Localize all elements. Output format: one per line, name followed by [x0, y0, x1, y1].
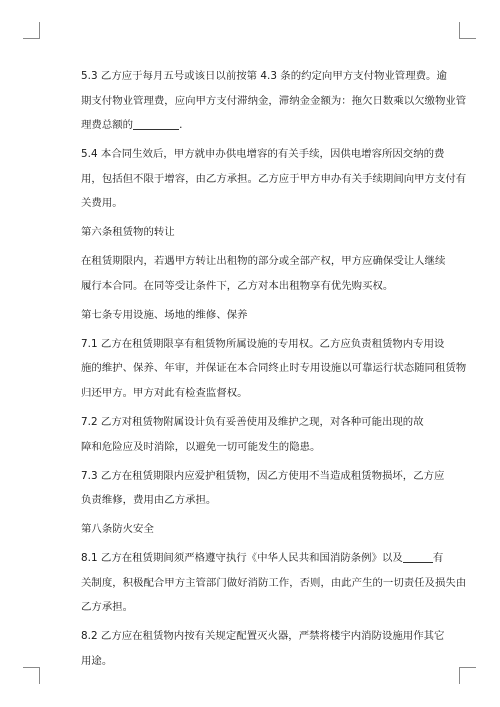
clause-5-3-line-3 [59, 113, 443, 138]
clause-5-3-tail: . [179, 119, 183, 132]
clause-5-3-line-2: 期支付物业管理费，应向甲方支付滞纳金，滞纳金金额为：拖欠日数乘以欠缴物业管 [81, 94, 467, 107]
clause-8-1-after-blank: 有 [432, 552, 444, 565]
crop-mark-bottom-left [23, 667, 40, 684]
clause-5-3-line-1: 5.3 乙方应于每月五号或该日以前按第 4.3 条的约定向甲方支付物业管理费。逾 [81, 70, 447, 82]
clause-8-1-line-2: 关制度，积极配合甲方主管部门做好消防工作，否则，由此产生的一切责任及损失由 [81, 576, 467, 589]
clause-8-2-line-1: 8.2 乙方应在租赁物内按有关规定配置灭火器，严禁将楼宇内消防设施用作其它 [81, 630, 445, 643]
clause-6-1-line-2: 履行本合同。在同等受让条件下，乙方对本出租物享有优先购买权。 [81, 279, 394, 292]
clause-7-1-line-1: 7.1 乙方在租赁期限享有租赁物所属设施的专用权。乙方应负责租赁物内专用设 [81, 337, 445, 350]
clause-7-3 [59, 464, 443, 513]
crop-mark-bottom-right [459, 667, 476, 684]
clause-5-4 [59, 142, 467, 216]
article-8-title: 第八条防火安全 [81, 523, 154, 536]
clause-5-3 [59, 64, 467, 138]
clause-8-1-line-1-text: 8.1 乙方在租赁期间须严格遵守执行《中华人民共和国消防条例》以及 [81, 552, 403, 565]
clause-7-3-line-2: 负责维修，费用由乙方承担。 [81, 494, 217, 507]
document-body [59, 64, 467, 678]
fill-in-blank[interactable] [403, 550, 433, 563]
clause-7-2-line-2: 障和危险应及时消除，以避免一切可能发生的隐患。 [81, 440, 321, 453]
clause-7-2 [59, 410, 443, 459]
clause-7-1-line-3: 归还甲方。甲方对此有检查监督权。 [81, 387, 248, 400]
crop-mark-top-right [459, 22, 476, 39]
article-7-title: 第七条专用设施、场地的维修、保养 [81, 308, 248, 321]
clause-5-4-line-3: 关费用。 [81, 197, 123, 210]
clause-6-1 [59, 249, 446, 298]
clause-6-1-line-1: 在租赁期限内，若遇甲方转让出租物的部分或全部产权，甲方应确保受让人继续 [81, 255, 446, 268]
clause-5-4-line-1: 5.4 本合同生效后，甲方就申办供电增容的有关手续，因供电增容所因交纳的费 [81, 148, 445, 161]
clause-8-1 [59, 546, 467, 620]
clause-7-2-line-1: 7.2 乙方对租赁物附属设计负有妥善使用及维护之现，对各种可能出现的故 [81, 416, 424, 429]
fill-in-blank[interactable] [133, 117, 179, 130]
clause-8-2-line-2: 用途。 [81, 654, 113, 667]
clause-8-1-line-3: 乙方承担。 [81, 601, 134, 614]
crop-mark-top-left [23, 22, 40, 39]
clause-8-2 [59, 624, 443, 673]
article-6-title: 第六条租赁物的转让 [81, 226, 175, 239]
article-7-heading [59, 303, 443, 328]
clause-7-3-line-1: 7.3 乙方在租赁期限内应爱护租赁物，因乙方使用不当造成租赁物损坏，乙方应 [81, 469, 445, 482]
clause-8-1-line-1 [59, 546, 443, 571]
clause-7-1 [59, 332, 467, 406]
clause-7-1-line-2: 施的维护、保养、年审，并保证在本合同终止时专用设施以可靠运行状态随同租赁物 [81, 362, 467, 375]
article-6-heading [59, 220, 443, 245]
clause-5-4-line-2: 用，包括但不限于增容，由乙方承担。乙方应于甲方申办有关手续期间向甲方支付有 [81, 172, 467, 185]
clause-5-3-line-3-text: 理费总额的 [81, 119, 134, 132]
article-8-heading [59, 517, 443, 542]
